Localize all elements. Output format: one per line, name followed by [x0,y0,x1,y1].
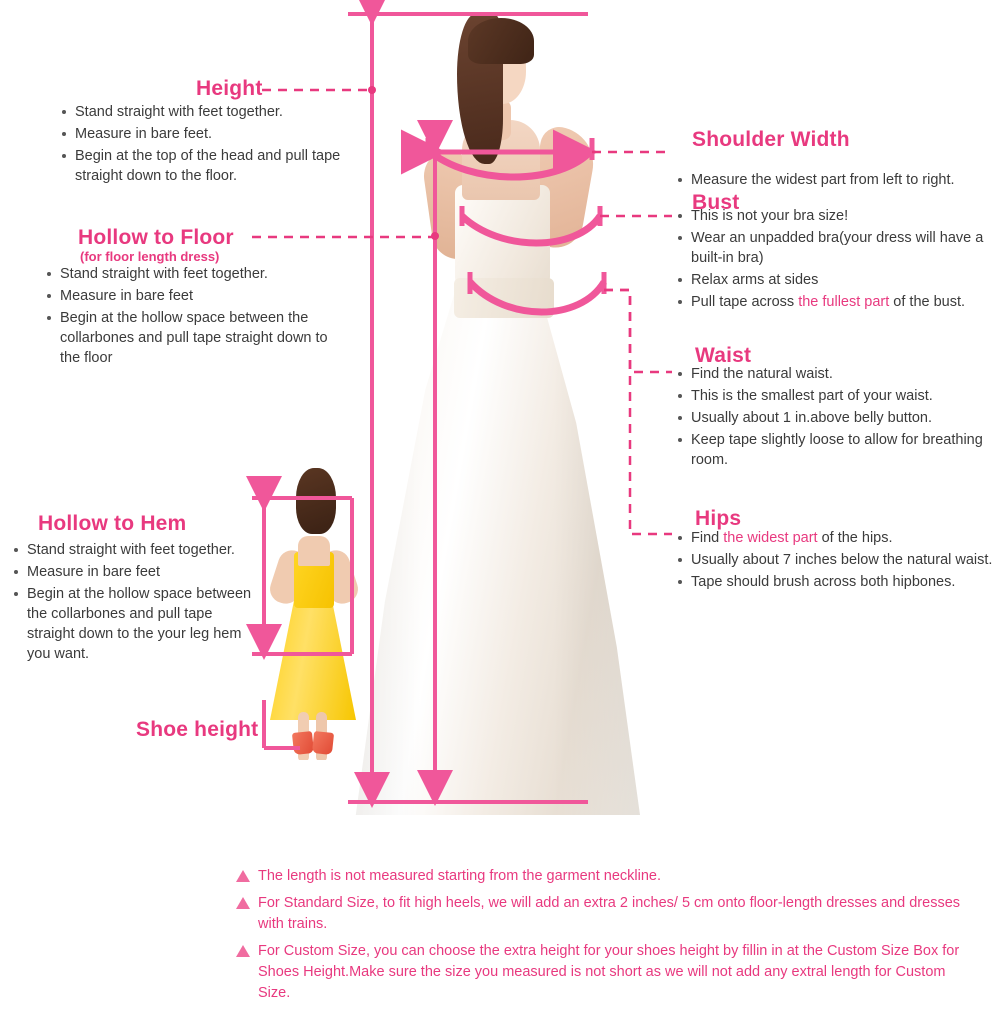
girl-torso [298,536,330,566]
shoulder-width-bullets [676,170,996,192]
list-item: Measure in bare feet [12,562,262,582]
list-item: Keep tape slightly loose to allow for breathing room. [676,430,996,470]
list-item: Measure in bare feet [45,286,345,306]
girl-hair [296,468,336,534]
hollow-to-floor-subheading: (for floor length dress) [80,249,220,264]
bust-fullest-highlight: the fullest part [798,294,890,310]
bust-heading: Bust [692,191,740,214]
list-item: Begin at the hollow space between the collarbones and pull tape straight down to the floor [45,308,345,368]
footer-note-text: The length is not measured starting from the garment neckline. [258,868,661,884]
shoulder-width-heading: Shoulder Width [692,128,850,151]
waist-bullets [676,364,996,472]
list-item: Usually about 1 in.above belly button. [676,408,996,428]
list-item: Measure in bare feet. [60,124,360,144]
list-item: Usually about 7 inches below the natural waist. [676,550,996,570]
shoe-height-heading: Shoe height [136,718,259,741]
footer-note [236,893,976,935]
list-item: This is not your bra size! [676,206,1000,226]
list-item: Wear an unpadded bra(your dress will have a built-in bra) [676,228,1000,268]
gown-shading [350,255,640,815]
bride-photo [350,0,640,815]
hips-widest-highlight: the widest part [723,530,818,546]
hips-heading: Hips [695,507,742,530]
list-item: Begin at the hollow space between the collarbones and pull tape straight down to the your leg hem you want. [12,584,262,664]
footer-note-text: For Custom Size, you can choose the extra height for your shoes height by fillin in at the Custom Size Box for Shoes Height.Make sure the size you measured is not short as we will not add any extral length for Custom Size. [258,943,960,1001]
list-item [676,292,1000,312]
footer-note [236,941,976,1004]
bust-bullets [676,206,1000,314]
footer-note [236,866,976,887]
bust-fullest-after: of the bust. [889,294,966,310]
warning-triangle-icon [236,870,250,882]
warning-triangle-icon [236,945,250,957]
list-item: Begin at the top of the head and pull tape straight down to the floor. [60,146,360,186]
list-item: Measure the widest part from left to right. [676,170,996,190]
height-bullets [60,102,360,188]
hips-bullets [676,528,996,594]
hollow-to-floor-heading: Hollow to Floor [78,226,234,249]
list-item: Stand straight with feet together. [12,540,262,560]
list-item: Stand straight with feet together. [60,102,360,122]
bust-fullest-before: Pull tape across [691,294,799,310]
list-item: Find the natural waist. [676,364,996,384]
hips-widest-after: of the hips. [817,530,893,546]
list-item: Relax arms at sides [676,270,1000,290]
warning-triangle-icon [236,897,250,909]
girl-left-shoe [292,731,314,755]
footer-notes [236,866,976,1010]
hollow-to-floor-bullets [45,264,345,370]
gown-sash [454,278,554,318]
list-item [676,528,996,548]
list-item: This is the smallest part of your waist. [676,386,996,406]
hollow-to-hem-bullets [12,540,262,666]
short-dress-photo [258,440,366,760]
list-item: Tape should brush across both hipbones. [676,572,996,592]
hollow-to-hem-heading: Hollow to Hem [38,512,187,535]
footer-note-text: For Standard Size, to fit high heels, we will add an extra 2 inches/ 5 cm onto floor-length dresses and dresses with trains. [258,895,961,932]
bride-hair-top [468,18,534,64]
list-item: Stand straight with feet together. [45,264,345,284]
waist-heading: Waist [695,344,752,367]
hips-widest-before: Find [691,530,724,546]
yellow-skirt [270,600,356,720]
height-heading: Height [196,77,263,100]
girl-right-shoe [312,731,334,755]
